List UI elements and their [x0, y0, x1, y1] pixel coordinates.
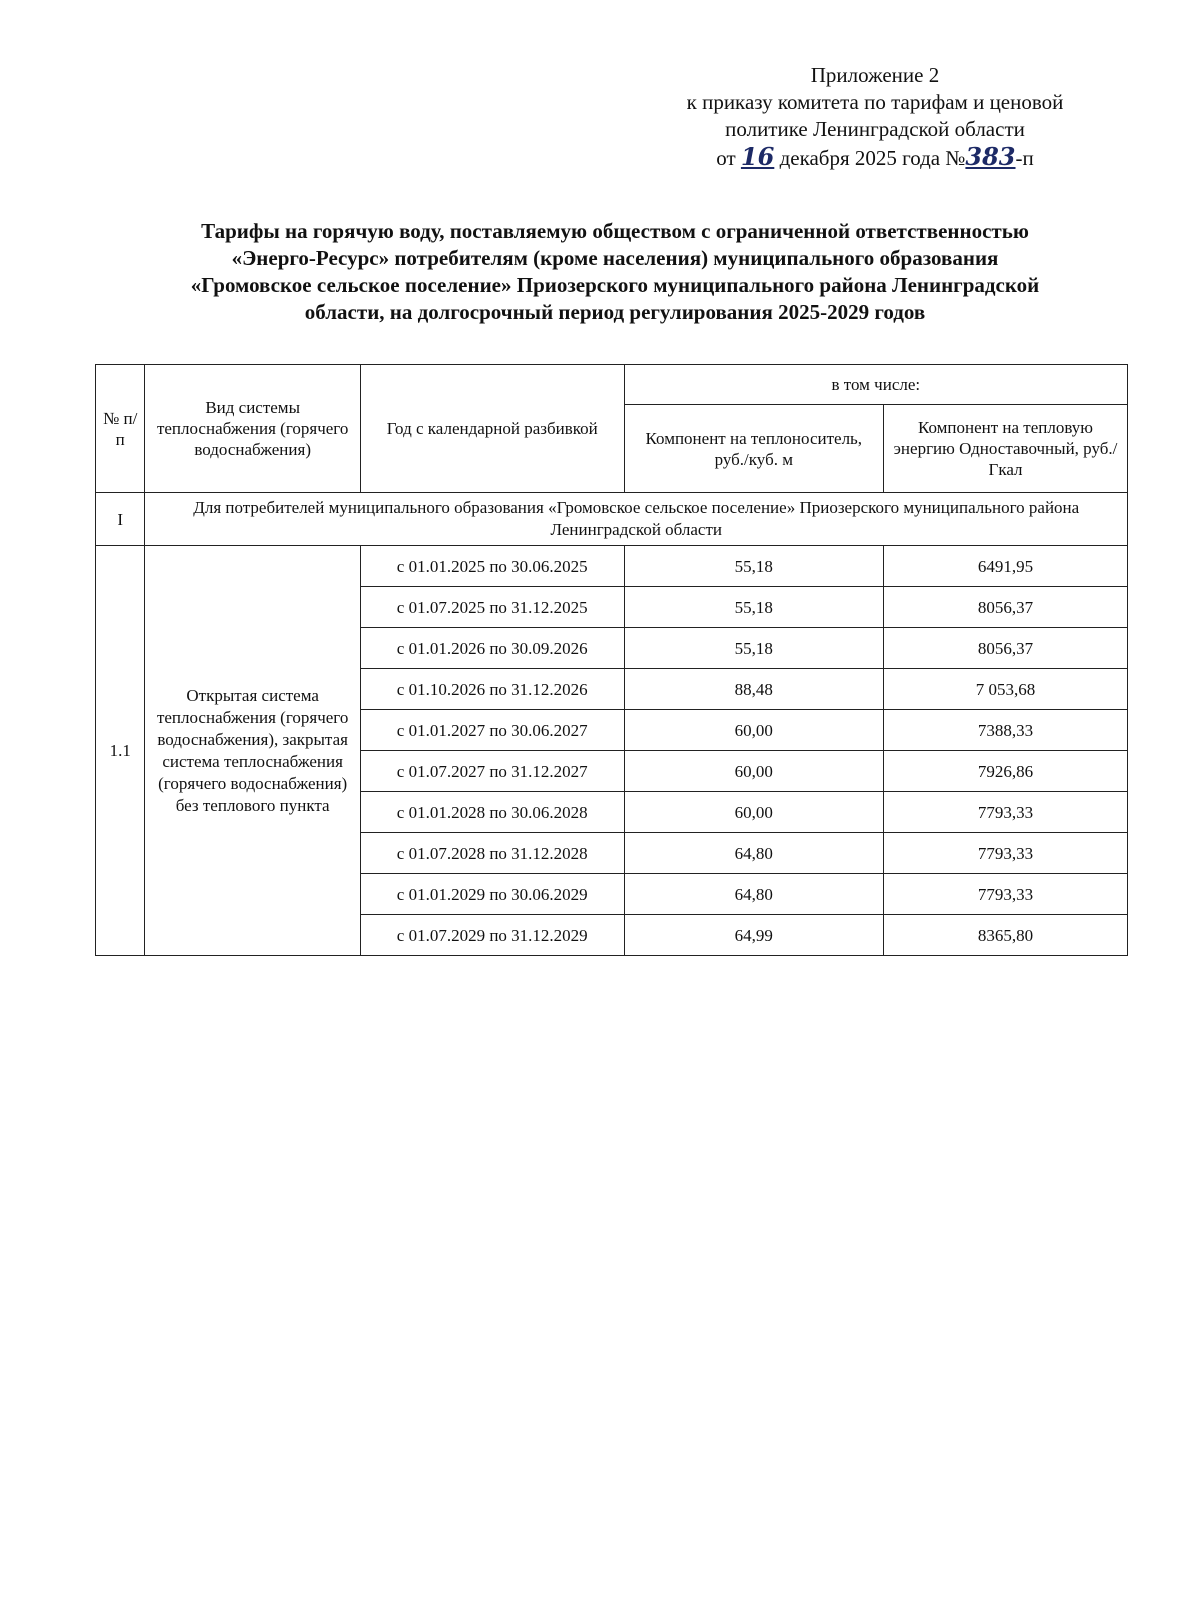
- carrier-value-cell: 60,00: [624, 710, 883, 751]
- item-number: 1.1: [96, 546, 145, 956]
- heat-value-cell: 8365,80: [883, 915, 1127, 956]
- carrier-value-cell: 55,18: [624, 628, 883, 669]
- table-row: [96, 546, 1128, 587]
- header-carrier-component: Компонент на теплоноситель, руб./куб. м: [624, 405, 883, 493]
- appendix-label: Приложение 2: [810, 63, 940, 87]
- heat-value-cell: 8056,37: [883, 587, 1127, 628]
- heat-value-cell: 8056,37: [883, 628, 1127, 669]
- heat-value-cell: 7793,33: [883, 833, 1127, 874]
- title-line-2: «Энерго-Ресурс» потребителям (кроме населения) муниципального образования: [231, 246, 999, 270]
- carrier-value-cell: 55,18: [624, 546, 883, 587]
- carrier-value-cell: 60,00: [624, 792, 883, 833]
- header-heat-component: Компонент на тепловую энергию Одноставочный, руб./Гкал: [883, 405, 1127, 493]
- header-year: Год с календарной разбивкой: [360, 365, 624, 493]
- title-line-1: Тарифы на горячую воду, поставляемую обществом с ограниченной ответственностью: [201, 219, 1029, 243]
- date-prefix: от: [716, 146, 736, 170]
- carrier-value-cell: 64,80: [624, 833, 883, 874]
- heat-value-cell: 7 053,68: [883, 669, 1127, 710]
- title-line-3: «Громовское сельское поселение» Приозерского муниципального района Ленинградской: [190, 273, 1040, 297]
- handwritten-order-number: 383: [965, 142, 1016, 171]
- appendix-authority: политике Ленинградской области: [725, 117, 1025, 141]
- group-number: I: [96, 493, 145, 546]
- period-cell: с 01.01.2029 по 30.06.2029: [360, 874, 624, 915]
- period-cell: с 01.01.2026 по 30.09.2026: [360, 628, 624, 669]
- period-cell: с 01.10.2026 по 31.12.2026: [360, 669, 624, 710]
- period-cell: с 01.07.2028 по 31.12.2028: [360, 833, 624, 874]
- document-title: [95, 218, 1135, 326]
- heat-value-cell: 7388,33: [883, 710, 1127, 751]
- tariffs-table: [95, 364, 1128, 956]
- heat-value-cell: 7926,86: [883, 751, 1127, 792]
- carrier-value-cell: 60,00: [624, 751, 883, 792]
- date-middle: декабря 2025 года №: [779, 146, 966, 170]
- period-cell: с 01.07.2029 по 31.12.2029: [360, 915, 624, 956]
- order-suffix: -п: [1015, 146, 1034, 170]
- period-cell: с 01.01.2025 по 30.06.2025: [360, 546, 624, 587]
- group-row: [96, 493, 1128, 546]
- period-cell: с 01.01.2028 по 30.06.2028: [360, 792, 624, 833]
- period-cell: с 01.01.2027 по 30.06.2027: [360, 710, 624, 751]
- appendix-header: [640, 62, 1110, 172]
- carrier-value-cell: 55,18: [624, 587, 883, 628]
- carrier-value-cell: 64,99: [624, 915, 883, 956]
- group-title: Для потребителей муниципального образования «Громовское сельское поселение» Приозерского муниципального района Ленинградской области: [145, 493, 1128, 546]
- carrier-value-cell: 88,48: [624, 669, 883, 710]
- header-including: в том числе:: [624, 365, 1127, 405]
- header-number: № п/п: [96, 365, 145, 493]
- period-cell: с 01.07.2025 по 31.12.2025: [360, 587, 624, 628]
- appendix-date-line: [640, 143, 1110, 172]
- heat-value-cell: 6491,95: [883, 546, 1127, 587]
- carrier-value-cell: 64,80: [624, 874, 883, 915]
- heat-value-cell: 7793,33: [883, 874, 1127, 915]
- header-system-type: Вид системы теплоснабжения (горячего водоснабжения): [145, 365, 360, 493]
- item-system-type: Открытая система теплоснабжения (горячего водоснабжения), закрытая система теплоснабжения (горячего водоснабжения) без теплового пункта: [145, 546, 360, 956]
- period-cell: с 01.07.2027 по 31.12.2027: [360, 751, 624, 792]
- appendix-order-ref: к приказу комитета по тарифам и ценовой: [686, 90, 1064, 114]
- handwritten-day: 16: [740, 142, 775, 171]
- heat-value-cell: 7793,33: [883, 792, 1127, 833]
- title-line-4: области, на долгосрочный период регулирования 2025-2029 годов: [304, 300, 926, 324]
